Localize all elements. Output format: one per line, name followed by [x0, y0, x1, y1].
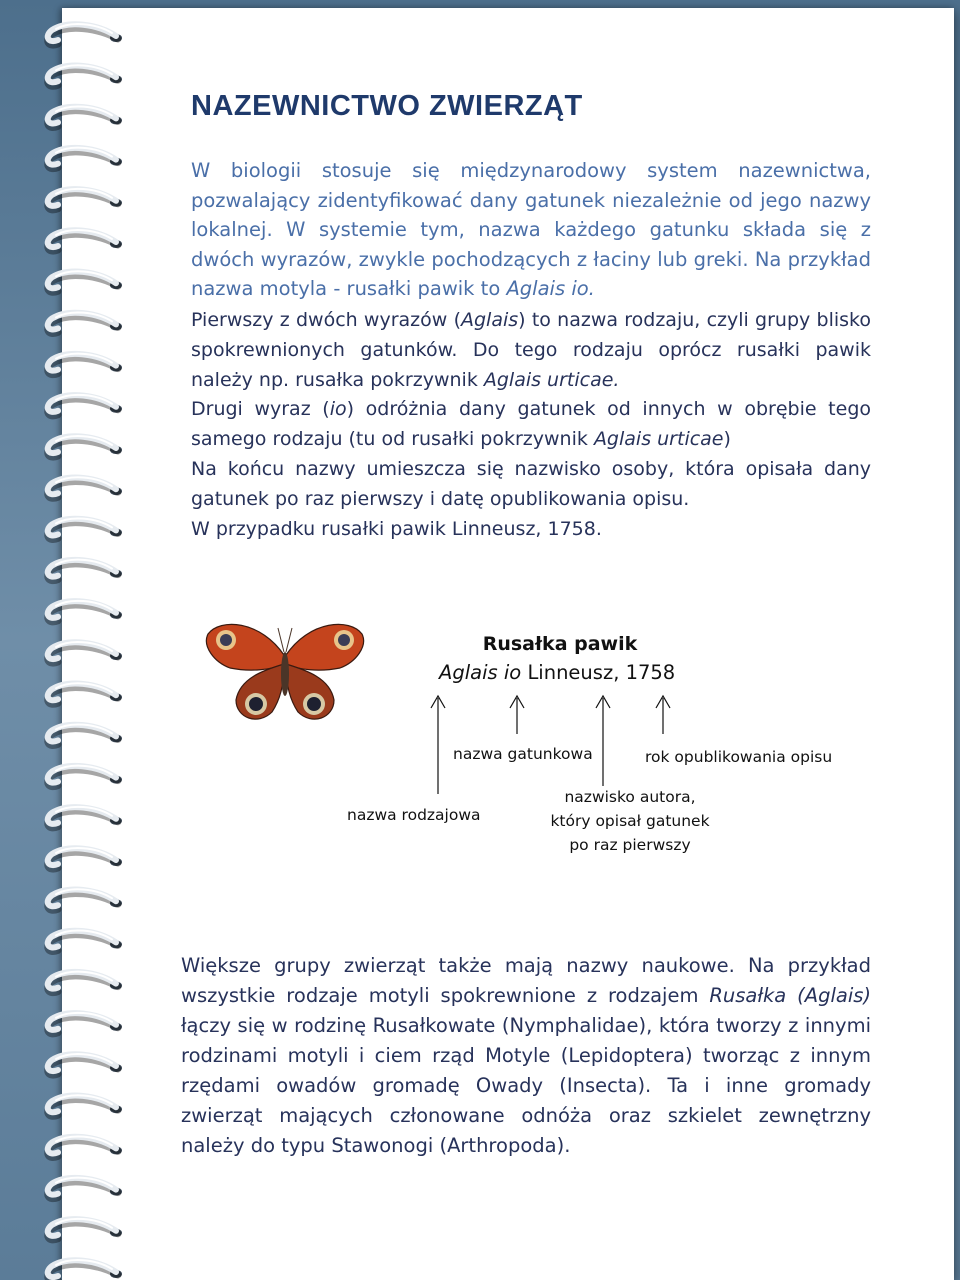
binding-ring [48, 807, 122, 828]
label-author [530, 785, 730, 857]
scientific-name [439, 661, 675, 684]
label-genus-name: nazwa rodzajowa [347, 806, 481, 824]
species-epithet: io [329, 398, 347, 421]
author-year: Linneusz, 1758 [527, 661, 676, 684]
species-word: io [503, 661, 522, 684]
binding-ring [48, 271, 122, 292]
binding-ring [48, 106, 122, 127]
binding-ring [48, 1095, 122, 1116]
author-paragraph: Na końcu nazwy umieszcza się nazwisko osoby, która opisała dany gatunek po raz pierwszy i datę opublikowania opisu. [191, 457, 871, 510]
binding-ring [48, 889, 122, 910]
binding-ring [48, 930, 122, 951]
binding-ring [48, 1013, 122, 1034]
binding-ring [48, 518, 122, 539]
intro-paragraph [191, 156, 871, 304]
intro-species-name: Aglais io. [506, 277, 595, 300]
spiral-binding-icon [28, 0, 138, 1280]
label-author-line: który opisał gatunek [550, 812, 710, 830]
binding-ring [48, 395, 122, 416]
binding-ring [48, 1260, 122, 1280]
binding-ring [48, 1136, 122, 1157]
species-name: Aglais urticae. [483, 368, 620, 391]
genus-paragraph [191, 306, 871, 395]
page-title: NAZEWNICTWO ZWIERZĄT [191, 90, 583, 122]
binding-ring [48, 683, 122, 704]
peacock-butterfly-icon [200, 600, 370, 740]
binding-ring [48, 24, 122, 45]
intro-text: W biologii stosuje się międzynarodowy system nazewnictwa, pozwalający zidentyfikować dany gatunek niezależnie od jego nazwy lokalnej. W systemie tym, nazwa każdego gatunku składa się z dwóch wyrazów, zwykle pochodzących z łaciny lub greki. Na przykład nazwa motyla - rusałki pawik to [191, 159, 871, 300]
binding-ring [48, 436, 122, 457]
label-author-line: nazwisko autora, [564, 788, 696, 806]
text-span: Pierwszy z dwóch wyrazów ( [191, 309, 461, 331]
text-span: ) [723, 428, 731, 451]
binding-ring [48, 766, 122, 787]
binding-ring [48, 354, 122, 375]
binding-ring [48, 477, 122, 498]
genus-word: Aglais [439, 661, 498, 684]
label-species-name: nazwa gatunkowa [453, 745, 593, 763]
label-year: rok opublikowania opisu [645, 748, 833, 766]
text-span: Drugi wyraz ( [191, 398, 330, 421]
genus-name: Aglais [460, 309, 519, 331]
text-span: Większe grupy zwierząt także mają nazwy naukowe. Na przykład wszystkie rodzaje motyli spokrewnione z rodzajem [181, 954, 871, 1007]
text-span: ) odróżnia dany gatunek od innych w obrębie tego samego rodzaju (tu od rusałki pokrzywnik [191, 398, 871, 451]
classification-paragraph [181, 951, 871, 1161]
binding-ring [48, 1178, 122, 1199]
binding-ring [48, 642, 122, 663]
binding-ring [48, 724, 122, 745]
binding-ring [48, 1219, 122, 1240]
example-paragraph: W przypadku rusałki pawik Linneusz, 1758. [191, 517, 602, 540]
binding-ring [48, 601, 122, 622]
binding-ring [48, 972, 122, 993]
species-paragraph [191, 395, 871, 455]
text-span: łączy się w rodzinę Rusałkowate (Nymphalidae), która tworzy z innymi rodzinami motyli i ciem rząd Motyle (Lepidoptera) tworząc z innym rzędami owadów gromadę Owady (Insecta). Ta i inne gromady zwierząt mających członowane odnóża oraz szkielet zewnętrzny należy do typu Stawonogi (Arthropoda). [181, 1014, 871, 1157]
explanation-text [191, 306, 871, 544]
genus-name: Rusałka (Aglais) [709, 984, 871, 1007]
binding-ring [48, 848, 122, 869]
binding-ring [48, 148, 122, 169]
binding-ring [48, 560, 122, 581]
binding-ring [48, 230, 122, 251]
binding-ring [48, 1054, 122, 1075]
label-author-line: po raz pierwszy [569, 836, 691, 854]
binding-ring [48, 189, 122, 210]
text-span: ) to nazwa rodzaju, czyli grupy blisko spokrewnionych gatunków. Do tego rodzaju oprócz rusałki pawik należy np. rusałka pokrzywnik [191, 309, 871, 391]
binding-ring [48, 312, 122, 333]
diagram-heading: Rusałka pawik [482, 633, 638, 655]
binding-ring [48, 65, 122, 86]
species-name: Aglais urticae [593, 428, 724, 451]
